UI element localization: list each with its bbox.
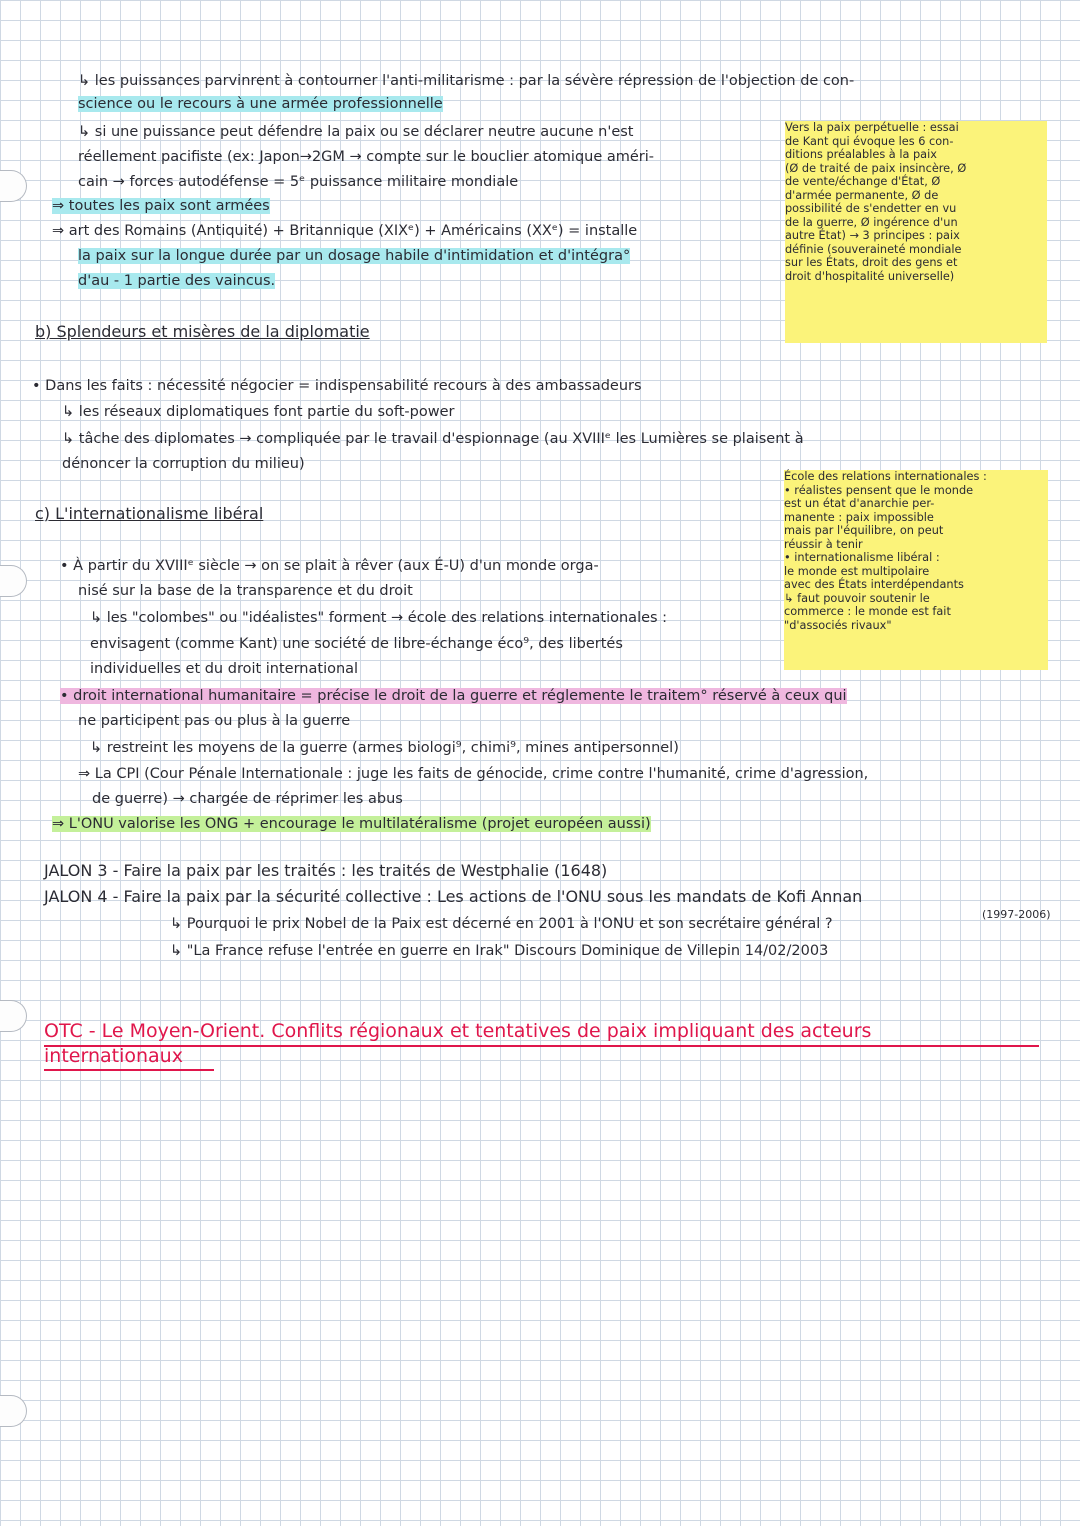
note-line: réellement pacifiste (ex: Japon→2GM → compte sur le bouclier atomique améri-	[78, 149, 655, 165]
note-line: • droit international humanitaire = précise le droit de la guerre et réglemente le traitem° réservé à ceux qui	[60, 688, 847, 704]
note-line: ↳ les "colombes" ou "idéalistes" forment → école des relations internationales :	[90, 610, 668, 626]
jalon-3: JALON 3 - Faire la paix par les traités : les traités de Westphalie (1648)	[44, 861, 608, 880]
section-heading-c: c) L'internationalisme libéral	[35, 504, 264, 523]
note-line: ↳ si une puissance peut défendre la paix ou se déclarer neutre aucune n'est	[78, 124, 634, 140]
note-line: ↳ les puissances parvinrent à contourner l'anti-militarisme : par la sévère répression de l'objection de con-	[78, 73, 855, 89]
note-line: ⇒ La CPI (Cour Pénale Internationale : juge les faits de génocide, crime contre l'humanité, crime d'agression,	[78, 766, 869, 782]
otc-title-cont: internationaux	[44, 1045, 183, 1067]
note-line: nisé sur la base de la transparence et du droit	[78, 583, 413, 599]
note-line: cain → forces autodéfense = 5ᵉ puissance militaire mondiale	[78, 174, 519, 190]
section-heading-b: b) Splendeurs et misères de la diplomatie	[35, 322, 370, 341]
note-line: ↳ tâche des diplomates → compliquée par le travail d'espionnage (au XVIIIᵉ les Lumières se plaisent à	[62, 431, 804, 447]
jalon-4: JALON 4 - Faire la paix par la sécurité collective : Les actions de l'ONU sous les mandats de Kofi Annan	[44, 887, 863, 906]
otc-title: OTC - Le Moyen-Orient. Conflits régionaux et tentatives de paix impliquant des acteurs	[44, 1020, 872, 1042]
note-line: dénoncer la corruption du milieu)	[62, 456, 305, 472]
note-line: ↳ Pourquoi le prix Nobel de la Paix est décerné en 2001 à l'ONU et son secrétaire général ?	[170, 916, 833, 932]
note-line: individuelles et du droit international	[90, 661, 359, 677]
note-line: ↳ "La France refuse l'entrée en guerre en Irak" Discours Dominique de Villepin 14/02/2003	[170, 943, 829, 959]
otc-underline	[44, 1069, 214, 1071]
note-line: • À partir du XVIIIᵉ siècle → on se plait à rêver (aux É-U) d'un monde orga-	[60, 558, 599, 574]
note-line: ⇒ art des Romains (Antiquité) + Britannique (XIXᵉ) + Américains (XXᵉ) = installe	[52, 223, 638, 239]
sidebox-ecoles: École des relations internationales : • réalistes pensent que le monde est un état d'anarchie per- manente : paix impossible mais par l'équilibre, on peut réussir à tenir • internationalisme libéral : le monde est multipolaire avec des États interdépendants ↳ faut pouvoir soutenir le commerce : le monde est fait "d'associés rivaux"	[784, 470, 1048, 670]
note-line: ne participent pas ou plus à la guerre	[78, 713, 351, 729]
otc-underline	[44, 1045, 1039, 1047]
sidebox-kant: Vers la paix perpétuelle : essai de Kant qui évoque les 6 con- ditions préalables à la paix (Ø de traité de paix insincère, Ø de vente/échange d'État, Ø d'armée permanente, Ø de possibilité de s'endetter en vu de la guerre, Ø ingérence d'un autre État) → 3 principes : paix définie (souveraineté mondiale sur les États, droit des gens et droit d'hospitalité universelle)	[785, 121, 1047, 343]
jalon-4-dates: (1997-2006)	[982, 908, 1051, 921]
note-line: ⇒ L'ONU valorise les ONG + encourage le multilatéralisme (projet européen aussi)	[52, 816, 651, 832]
note-line: • Dans les faits : nécessité négocier = indispensabilité recours à des ambassadeurs	[32, 378, 642, 394]
note-line: d'au - 1 partie des vaincus.	[78, 273, 276, 289]
note-line: ⇒ toutes les paix sont armées	[52, 198, 270, 214]
note-line: ↳ les réseaux diplomatiques font partie du soft-power	[62, 404, 455, 420]
note-line: de guerre) → chargée de réprimer les abus	[92, 791, 403, 807]
note-line: la paix sur la longue durée par un dosage habile d'intimidation et d'intégra°	[78, 248, 631, 264]
note-line: science ou le recours à une armée professionnelle	[78, 96, 443, 112]
note-line: ↳ restreint les moyens de la guerre (armes biologi⁹, chimi⁹, mines antipersonnel)	[90, 740, 679, 756]
note-line: envisagent (comme Kant) une société de libre-échange éco⁹, des libertés	[90, 636, 623, 652]
